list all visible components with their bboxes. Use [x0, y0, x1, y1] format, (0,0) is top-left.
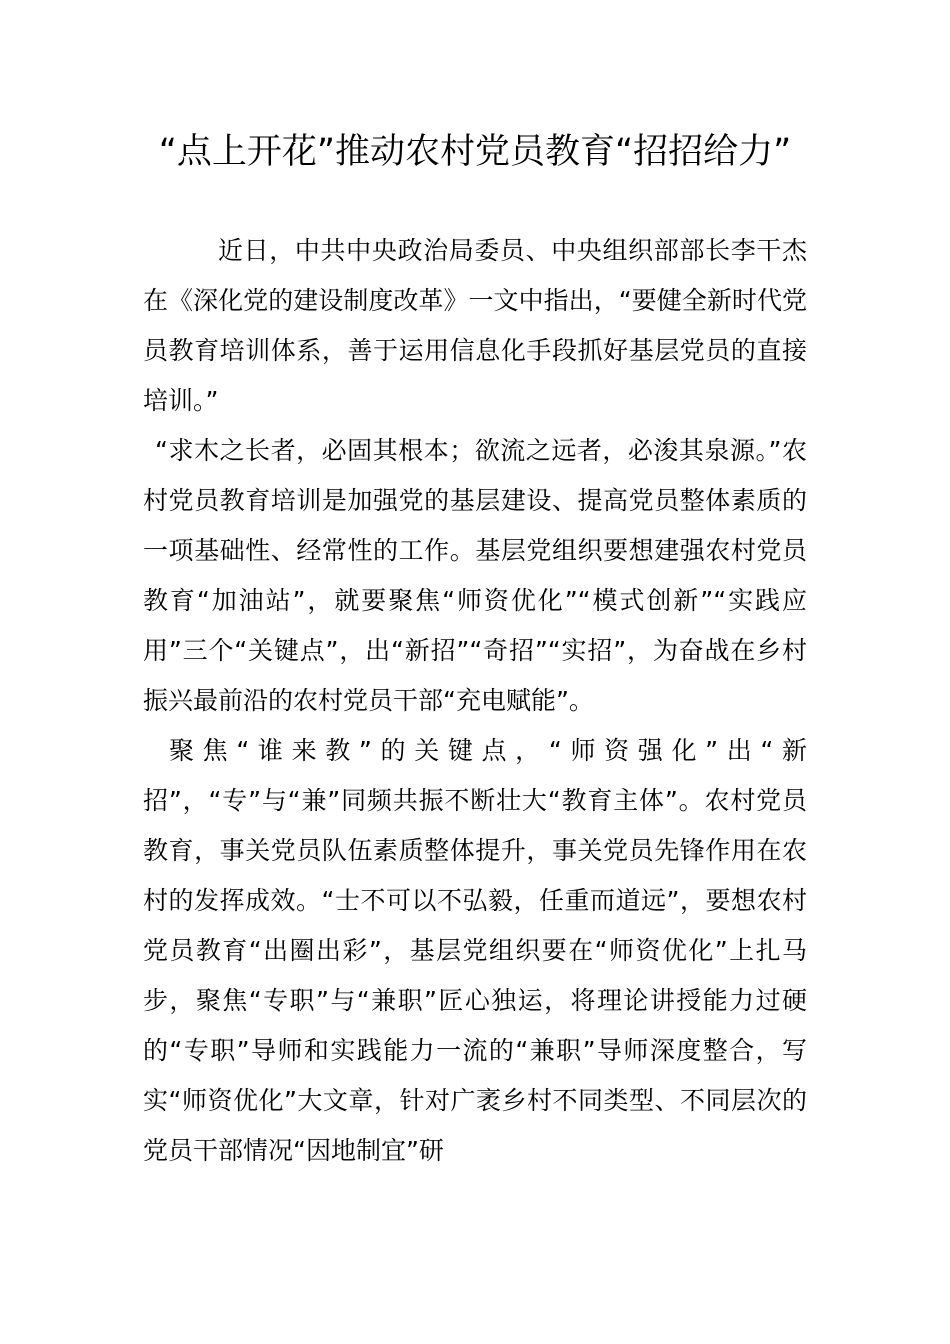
paragraph-1: 近日，中共中央政治局委员、中央组织部部长李干杰在《深化党的建设制度改革》一文中指出，“要健全新时代党员教育培训体系，善于运用信息化手段抓好基层党员的直接培训。” — [143, 236, 807, 415]
document-title: “点上开花”推动农村党员教育“招招给力” — [158, 132, 792, 172]
document-body — [143, 226, 807, 1176]
paragraph-3: 聚焦“谁来教”的关键点，“师资强化”出“新招”，“专”与“兼”同频共振不断壮大“教育主体”。农村党员教育，事关党员队伍素质整体提升，事关党员先锋作用在农村的发挥成效。“士不可以不弘毅，任重而道远”，要想农村党员教育“出圈出彩”，基层党组织要在“师资优化”上扎马步，聚焦“专职”与“兼职”匠心独运，将理论讲授能力过硬的“专职”导师和实践能力一流的“兼职”导师深度整合，写实“师资优化”大文章，针对广袤乡村不同类型、不同层次的党员干部情况“因地制宜”研 — [143, 736, 807, 1165]
paragraph-2: “求木之长者，必固其根本；欲流之远者，必浚其泉源。”农村党员教育培训是加强党的基层建设、提高党员整体素质的一项基础性、经常性的工作。基层党组织要想建强农村党员教育“加油站”，就要聚焦“师资优化”“模式创新”“实践应用”三个“关键点”，出“新招”“奇招”“实招”，为奋战在乡村振兴最前沿的农村党员干部“充电赋能”。 — [143, 436, 807, 715]
